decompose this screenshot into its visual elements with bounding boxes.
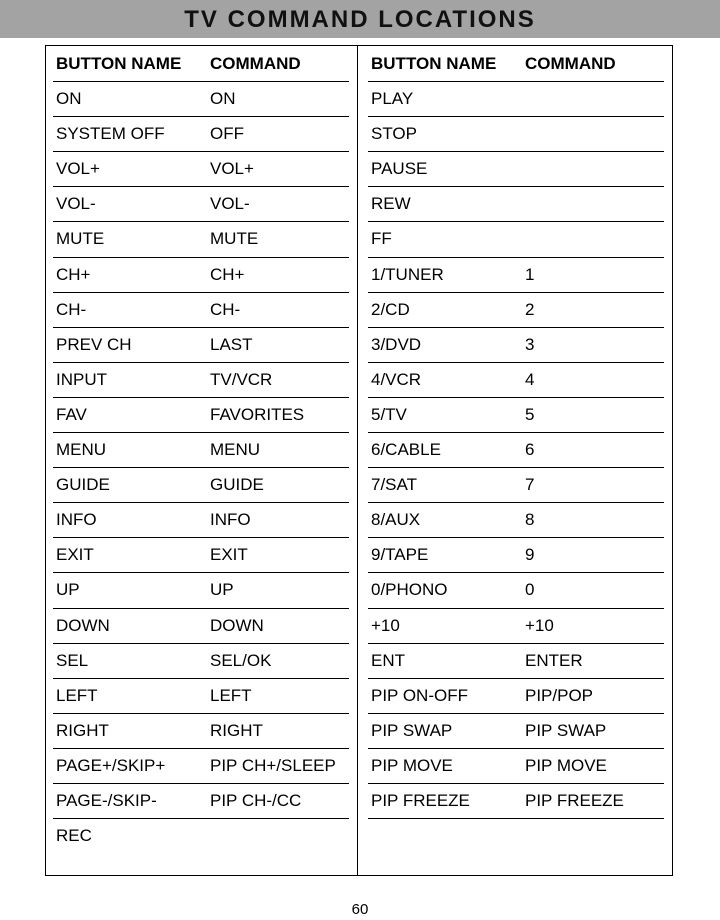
command-cell: 5 (525, 404, 535, 424)
button-name-cell: PIP ON-OFF (371, 685, 468, 705)
command-cell: 8 (525, 510, 535, 530)
table-row (368, 152, 664, 187)
table-row (53, 538, 349, 573)
table-row (368, 363, 664, 398)
table-row (53, 609, 349, 644)
command-cell: OFF (210, 124, 244, 144)
button-name-cell: UP (56, 580, 80, 600)
header-button-name: BUTTON NAME (371, 54, 497, 73)
command-cell: ON (210, 89, 236, 109)
table-row (53, 819, 349, 854)
table-row (368, 433, 664, 468)
button-name-cell: PLAY (371, 89, 414, 109)
command-cell: LEFT (210, 685, 252, 705)
table-row (368, 187, 664, 222)
table-row (53, 573, 349, 608)
button-name-cell: PAUSE (371, 159, 428, 179)
table-row (368, 293, 664, 328)
command-cell: LAST (210, 334, 253, 354)
table-row (53, 749, 349, 784)
right-command-table (368, 47, 664, 819)
command-cell: GUIDE (210, 475, 264, 495)
command-cell: CH- (210, 299, 241, 319)
button-name-cell: 2/CD (371, 299, 410, 319)
button-name-cell: +10 (371, 615, 400, 635)
header-command: COMMAND (210, 54, 301, 73)
button-name-cell: REW (371, 194, 411, 214)
table-row (368, 784, 664, 819)
table-row (368, 679, 664, 714)
command-cell: 4 (525, 369, 535, 389)
command-cell: PIP CH+/SLEEP (210, 755, 336, 775)
command-cell: MUTE (210, 229, 259, 249)
command-cell: 2 (525, 299, 535, 319)
table-row (53, 784, 349, 819)
button-name-cell: 0/PHONO (371, 580, 448, 600)
command-cell: PIP CH-/CC (210, 790, 302, 810)
table-row (53, 433, 349, 468)
command-cell: MENU (210, 440, 261, 460)
button-name-cell: RIGHT (56, 720, 109, 740)
table-header-row (368, 47, 664, 82)
button-name-cell: REC (56, 826, 92, 846)
command-cell: PIP FREEZE (525, 790, 624, 810)
command-cell: PIP MOVE (525, 755, 607, 775)
header-button-name: BUTTON NAME (56, 54, 182, 73)
command-cell: 7 (525, 475, 535, 495)
table-row (53, 152, 349, 187)
table-row (368, 503, 664, 538)
command-cell: 9 (525, 545, 535, 565)
table-row (368, 328, 664, 363)
button-name-cell: 9/TAPE (371, 545, 429, 565)
table-row (53, 468, 349, 503)
button-name-cell: FF (371, 229, 392, 249)
button-name-cell: PIP FREEZE (371, 790, 470, 810)
command-cell: 6 (525, 440, 535, 460)
table-row (368, 644, 664, 679)
button-name-cell: STOP (371, 124, 417, 144)
table-row (368, 398, 664, 433)
table-row (53, 644, 349, 679)
command-cell: 0 (525, 580, 535, 600)
table-row (368, 714, 664, 749)
button-name-cell: LEFT (56, 685, 98, 705)
table-row (368, 258, 664, 293)
button-name-cell: MUTE (56, 229, 105, 249)
command-cell: INFO (210, 510, 251, 530)
left-command-table (53, 47, 349, 854)
button-name-cell: VOL+ (56, 159, 100, 179)
button-name-cell: 7/SAT (371, 475, 417, 495)
button-name-cell: 1/TUNER (371, 264, 444, 284)
table-row (53, 328, 349, 363)
table-row (53, 714, 349, 749)
button-name-cell: DOWN (56, 615, 110, 635)
button-name-cell: PAGE+/SKIP+ (56, 755, 166, 775)
button-name-cell: FAV (56, 404, 87, 424)
table-row (368, 609, 664, 644)
button-name-cell: 8/AUX (371, 510, 421, 530)
page-number: 60 (351, 901, 369, 918)
table-row (53, 258, 349, 293)
table-row (53, 363, 349, 398)
command-cell: DOWN (210, 615, 264, 635)
button-name-cell: SEL (56, 650, 89, 670)
button-name-cell: PAGE-/SKIP- (56, 790, 157, 810)
command-cell: PIP SWAP (525, 720, 607, 740)
button-name-cell: GUIDE (56, 475, 110, 495)
command-cell: PIP/POP (525, 685, 594, 705)
command-cell: FAVORITES (210, 404, 305, 424)
command-cell: +10 (525, 615, 554, 635)
table-row (368, 538, 664, 573)
table-row (368, 468, 664, 503)
button-name-cell: SYSTEM OFF (56, 124, 165, 144)
page-title: TV COMMAND LOCATIONS (184, 6, 536, 33)
command-cell: RIGHT (210, 720, 263, 740)
table-row (53, 679, 349, 714)
button-name-cell: 5/TV (371, 404, 407, 424)
table-row (53, 503, 349, 538)
command-cell: 1 (525, 264, 535, 284)
button-name-cell: EXIT (56, 545, 94, 565)
command-cell: VOL- (210, 194, 250, 214)
command-cell: UP (210, 580, 234, 600)
button-name-cell: INFO (56, 510, 97, 530)
table-header-row (53, 47, 349, 82)
command-cell: SEL/OK (210, 650, 272, 670)
table-row (53, 187, 349, 222)
table-row (53, 117, 349, 152)
table-row (53, 398, 349, 433)
column-divider (357, 45, 358, 876)
button-name-cell: 3/DVD (371, 334, 422, 354)
table-row (53, 82, 349, 117)
table-row (368, 82, 664, 117)
button-name-cell: INPUT (56, 369, 107, 389)
command-cell: TV/VCR (210, 369, 273, 389)
command-cell: ENTER (525, 650, 583, 670)
button-name-cell: PIP SWAP (371, 720, 453, 740)
table-row (53, 293, 349, 328)
button-name-cell: ON (56, 89, 82, 109)
command-cell: 3 (525, 334, 535, 354)
header-command: COMMAND (525, 54, 616, 73)
button-name-cell: CH- (56, 299, 87, 319)
button-name-cell: CH+ (56, 264, 91, 284)
button-name-cell: PREV CH (56, 334, 132, 354)
button-name-cell: 4/VCR (371, 369, 422, 389)
button-name-cell: VOL- (56, 194, 96, 214)
command-cell: CH+ (210, 264, 245, 284)
button-name-cell: 6/CABLE (371, 440, 441, 460)
table-row (368, 573, 664, 608)
command-cell: VOL+ (210, 159, 254, 179)
button-name-cell: PIP MOVE (371, 755, 453, 775)
table-row (368, 749, 664, 784)
table-row (53, 222, 349, 257)
table-row (368, 117, 664, 152)
command-cell: EXIT (210, 545, 248, 565)
button-name-cell: ENT (371, 650, 405, 670)
button-name-cell: MENU (56, 440, 107, 460)
table-row (368, 222, 664, 257)
